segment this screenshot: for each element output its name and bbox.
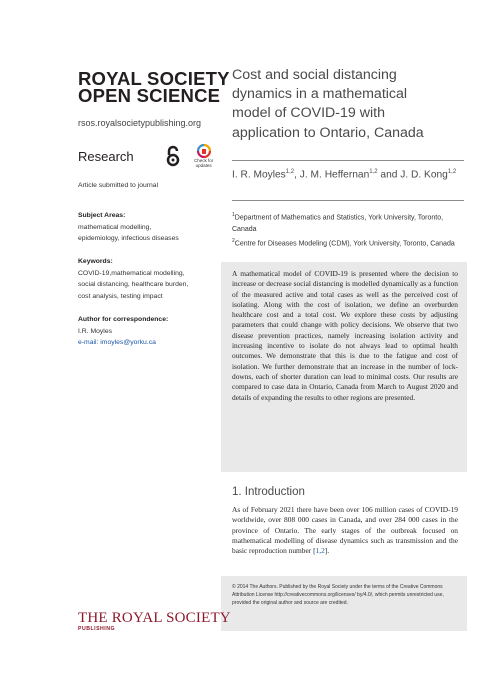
publisher-logo: THE ROYAL SOCIETY xyxy=(78,610,231,626)
keywords-line: social distancing, healthcare burden, xyxy=(78,281,189,288)
journal-name xyxy=(78,70,230,104)
affiliation-2 xyxy=(232,236,462,250)
correspondence-email[interactable]: e-mail: imoyles@yorku.ca xyxy=(78,339,156,346)
publisher-logo-subtitle: PUBLISHING xyxy=(78,626,115,632)
correspondence-heading: Author for correspondence: xyxy=(78,316,169,323)
open-access-icon xyxy=(164,145,182,167)
article-title: Cost and social distancing dynamics in a mathematical model of COVID-19 with application to Ontario, Canada xyxy=(232,67,424,141)
author-name: , J. M. Heffernan xyxy=(294,169,370,181)
keywords xyxy=(78,256,208,302)
affiliation-mark: 2 xyxy=(232,237,235,244)
check-for-updates-badge[interactable] xyxy=(192,144,216,168)
subject-areas-heading: Subject Areas: xyxy=(78,212,126,219)
intro-text: As of February 2021 there have been over 106 million cases of COVID-19 worldwide, over 808 000 cases in Canada, and over 284 000 cases in the province of Ontario. The early stages of the outbreak focused on mathematical modelling of disease dynamics such as transmission and the basic reproduction number [ xyxy=(232,505,458,556)
affiliation-text: Department of Mathematics and Statistics, York University, Toronto, Canada xyxy=(232,214,444,233)
article-type: Research xyxy=(78,148,134,164)
author-affiliation-mark: 1,2 xyxy=(447,169,457,175)
affiliation-1 xyxy=(232,210,462,236)
license-text: © 2014 The Authors. Published by the Royal Society under the terms of the Creative Commons Attribution License http://creativecommons.org/licenses/ by/4.0/, which permits unrestricted use, provided the original author and source are credited. xyxy=(232,584,444,606)
submission-note: Article submitted to journal xyxy=(78,182,159,189)
citation-link[interactable]: 1,2 xyxy=(315,546,325,556)
correspondence-name: I.R. Moyles xyxy=(78,327,112,335)
subject-areas xyxy=(78,210,208,245)
section-heading: 1. Introduction xyxy=(232,486,305,498)
check-for-updates-label: Check for updates xyxy=(194,158,214,168)
title-divider xyxy=(232,160,464,161)
keywords-line: COVID-19,mathematical modelling, xyxy=(78,269,185,277)
journal-website[interactable]: rsos.royalsocietypublishing.org xyxy=(78,118,202,128)
authors-divider xyxy=(232,200,464,201)
affiliation-mark: 1 xyxy=(232,212,235,218)
subject-areas-line: epidemiology, infectious diseases xyxy=(78,235,179,242)
author-affiliation-mark: 1,2 xyxy=(369,169,378,175)
intro-text-end: ]. xyxy=(324,546,330,556)
subject-areas-line: mathematical modelling, xyxy=(78,223,152,231)
affiliation-text: Centre for Diseases Modeling (CDM), York University, Toronto, Canada xyxy=(234,239,455,247)
check-for-updates-icon xyxy=(197,144,211,158)
article-type-row xyxy=(78,144,216,168)
intro-paragraph xyxy=(232,505,458,556)
author-name: and J. D. Kong xyxy=(377,169,448,181)
author-affiliation-mark: 1,2 xyxy=(285,169,295,175)
journal-name-line2: OPEN SCIENCE xyxy=(78,85,221,106)
journal-name-line1: ROYAL SOCIETY xyxy=(78,68,230,89)
keywords-heading: Keywords: xyxy=(78,258,113,265)
keywords-line: cost analysis, testing impact xyxy=(78,292,163,300)
correspondence xyxy=(78,314,208,349)
author-list xyxy=(232,165,462,182)
author-name: I. R. Moyles xyxy=(232,169,286,181)
abstract-text: A mathematical model of COVID-19 is presented where the decision to increase or decrease social distancing is modelled dynamically as a function of the measured active and total cases as well as the perceived cost of isolating. Along with the cost of isolation, we define an overburden healthcare cost and a total cost. We explore these costs by adjusting parameters that could change with policy decisions. We observe that two disease prevention practices, namely increasing isolation activity and increasing incentive to isolate do not always lead to optimal health outcomes. We demonstrate that this is due to the fatigue and cost of isolation. We further demonstrate that an increase in the number of lock-downs, each of shorter duration can lead to minimal costs. Our results are compared to case data in Ontario, Canada from March to August 2020 and details of expanding the results to other regions are presented. xyxy=(232,269,458,402)
affiliations xyxy=(232,210,462,249)
